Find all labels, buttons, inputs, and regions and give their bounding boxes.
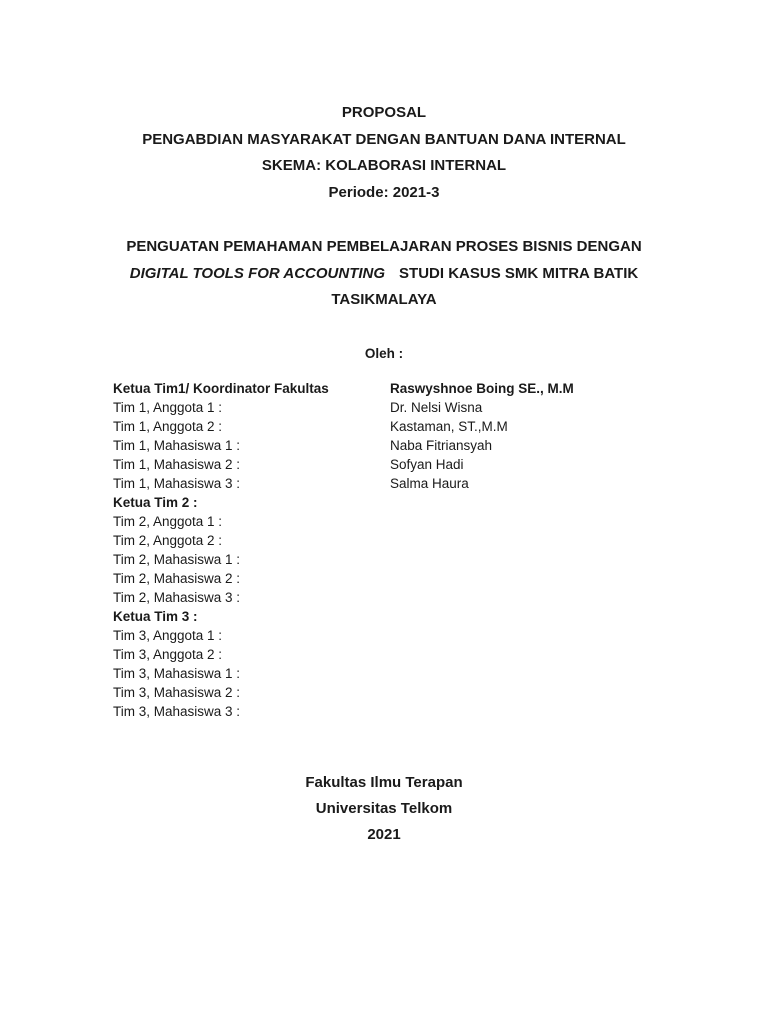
team-row (113, 607, 673, 626)
title-line-3: TASIKMALAYA (331, 291, 437, 308)
team-role: Ketua Tim 3 : (113, 609, 198, 624)
team-row (113, 702, 673, 721)
team-row (113, 417, 673, 436)
team-row (113, 550, 673, 569)
team-row (113, 683, 673, 702)
team-role: Tim 2, Anggota 2 : (113, 533, 223, 548)
team-row (113, 588, 673, 607)
team-row (113, 645, 673, 664)
team-role: Tim 3, Mahasiswa 2 : (113, 685, 241, 700)
footer-university: Universitas Telkom (315, 800, 453, 817)
team-role: Tim 1, Mahasiswa 3 : (113, 476, 241, 491)
team-row (113, 474, 673, 493)
header-line-program: PENGABDIAN MASYARAKAT DENGAN BANTUAN DANA INTERNAL (142, 130, 626, 148)
team-role: Tim 3, Anggota 1 : (113, 628, 223, 643)
team-member: Kastaman, ST.,M.M (390, 419, 508, 434)
team-list (113, 379, 673, 721)
team-row (113, 493, 673, 512)
team-role: Tim 3, Mahasiswa 1 : (113, 666, 241, 681)
team-row (113, 455, 673, 474)
team-member: Sofyan Hadi (390, 457, 464, 472)
team-member: Naba Fitriansyah (390, 438, 493, 453)
header-line-period: Periode: 2021-3 (328, 183, 440, 201)
team-row (113, 379, 673, 398)
team-role: Tim 1, Anggota 1 : (113, 400, 223, 415)
team-role: Ketua Tim1/ Koordinator Fakultas (113, 381, 329, 396)
title-line-1: PENGUATAN PEMAHAMAN PEMBELAJARAN PROSES BISNIS DENGAN (126, 238, 642, 255)
team-member: Raswyshnoe Boing SE., M.M (390, 381, 574, 396)
institution-footer (0, 770, 768, 848)
team-role: Tim 2, Mahasiswa 2 : (113, 571, 241, 586)
title-line-2 (0, 261, 768, 288)
proposal-title (0, 234, 768, 314)
team-role: Tim 1, Anggota 2 : (113, 419, 223, 434)
team-role: Ketua Tim 2 : (113, 495, 198, 510)
team-row (113, 436, 673, 455)
team-row (113, 531, 673, 550)
footer-faculty: Fakultas Ilmu Terapan (305, 774, 463, 791)
team-role: Tim 2, Anggota 1 : (113, 514, 223, 529)
header-line-scheme: SKEMA: KOLABORASI INTERNAL (261, 157, 507, 174)
footer-year: 2021 (367, 826, 401, 843)
proposal-header (0, 100, 768, 206)
team-role: Tim 3, Mahasiswa 3 : (113, 704, 241, 719)
team-row (113, 569, 673, 588)
team-role: Tim 1, Mahasiswa 1 : (113, 438, 241, 453)
oleh-label: Oleh : (364, 346, 404, 361)
team-row (113, 664, 673, 683)
title-italic-phrase: DIGITAL TOOLS FOR ACCOUNTING (129, 264, 386, 282)
team-member: Salma Haura (390, 476, 469, 491)
team-row (113, 398, 673, 417)
team-role: Tim 2, Mahasiswa 3 : (113, 590, 241, 605)
team-row (113, 512, 673, 531)
team-role: Tim 1, Mahasiswa 2 : (113, 457, 241, 472)
team-row (113, 626, 673, 645)
team-role: Tim 2, Mahasiswa 1 : (113, 552, 241, 567)
title-line-2-rest: STUDI KASUS SMK MITRA BATIK (399, 264, 639, 282)
team-role: Tim 3, Anggota 2 : (113, 647, 223, 662)
team-member: Dr. Nelsi Wisna (390, 400, 483, 415)
header-line-proposal: PROPOSAL (341, 104, 427, 121)
